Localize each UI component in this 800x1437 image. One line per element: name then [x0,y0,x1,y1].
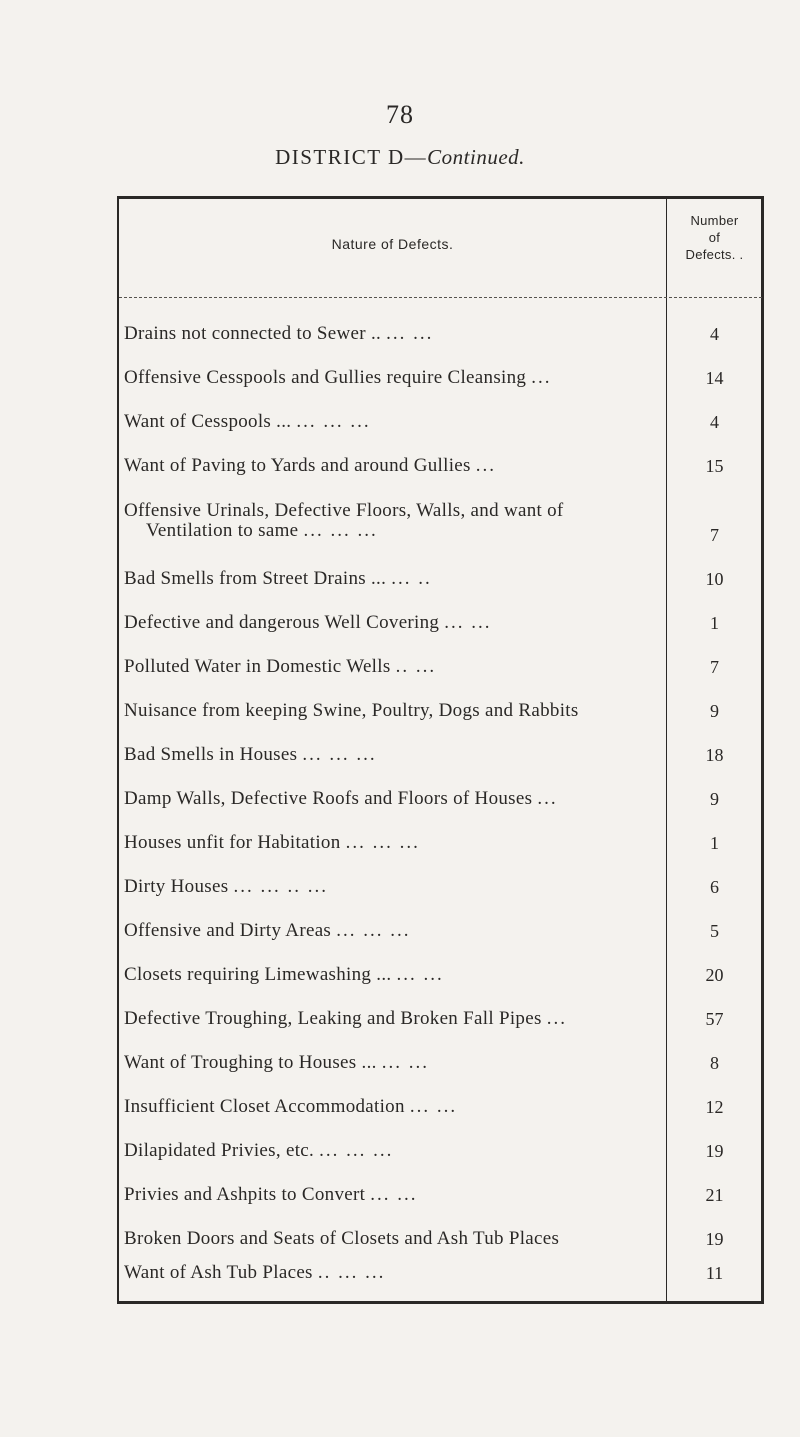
leader-dots: ... [537,788,558,809]
district-title-main: DISTRICT D— [275,145,428,169]
leader-dots: ... ... .. ... [233,876,328,897]
table-row [124,367,762,397]
table-row [124,500,762,556]
row-value: 21 [705,1185,724,1205]
header-rule [119,297,762,298]
page-number: 78 [386,100,414,129]
row-label: Want of Cesspools ... ... ... ... [124,411,371,432]
row-value: 8 [710,1053,719,1073]
leader-dots: ... ... ... [302,744,377,765]
table-row [124,656,762,686]
row-label: Defective Troughing, Leaking and Broken Fall Pipes ... [124,1008,567,1029]
row-value: 4 [710,324,719,344]
row-label: Dirty Houses ... ... .. ... [124,876,328,897]
row-label: Offensive Urinals, Defective Floors, Walls, and want of [124,500,564,521]
leader-dots: ... ... [396,964,444,985]
table-row [124,411,762,441]
table-row [124,1008,762,1038]
row-label: Defective and dangerous Well Covering ... ... [124,612,492,633]
district-title-continued: Continued. [427,145,525,169]
row-value: 11 [705,1263,724,1283]
header-number-line-2: of [708,230,721,245]
district-title [0,145,800,170]
row-value: 5 [710,921,719,941]
leader-dots: ... ... ... [345,832,420,853]
table-row [124,876,762,906]
row-value: 57 [705,1009,724,1029]
row-value: 4 [710,412,719,432]
row-value: 10 [705,569,724,589]
row-label: Offensive and Dirty Areas ... ... ... [124,920,411,941]
row-label: Insufficient Closet Accommodation ... ... [124,1096,458,1117]
table-row [124,612,762,642]
row-value: 9 [710,701,719,721]
table-row [124,788,762,818]
table-row [124,1140,762,1170]
table-row [124,964,762,994]
table-row [124,1228,762,1258]
table-row [124,568,762,598]
table-row [124,700,762,730]
row-value: 1 [710,833,719,853]
header-nature-of-defects: Nature of Defects. [331,236,454,252]
leader-dots: ... [531,367,552,388]
row-label: Bad Smells from Street Drains ... ... .. [124,568,432,589]
leader-dots: .. ... [395,656,437,677]
row-label: Houses unfit for Habitation ... ... ... [124,832,420,853]
table-row [124,1184,762,1214]
table-row [124,744,762,774]
row-label: Damp Walls, Defective Roofs and Floors of Houses ... [124,788,558,809]
row-label: Privies and Ashpits to Convert ... ... [124,1184,418,1205]
row-label: Dilapidated Privies, etc. ... ... ... [124,1140,394,1161]
table-row [124,455,762,485]
row-label: Want of Ash Tub Places .. ... ... [124,1262,386,1283]
row-value: 12 [705,1097,724,1117]
leader-dots: ... ... [381,1052,429,1073]
row-label-continued: Ventilation to same ... ... ... [146,520,378,541]
header-number-of-defects [667,212,762,263]
row-label: Want of Paving to Yards and around Gullies ... [124,455,497,476]
table-row [124,1262,762,1292]
leader-dots: .. ... ... [317,1262,386,1283]
leader-dots: ... .. [391,568,432,589]
row-label: Nuisance from keeping Swine, Poultry, Dogs and Rabbits [124,700,579,721]
leader-dots: ... ... ... [296,411,371,432]
leader-dots: ... ... ... [336,920,411,941]
table-row [124,1052,762,1082]
row-label: Offensive Cesspools and Gullies require Cleansing ... [124,367,552,388]
row-value: 7 [710,657,719,677]
row-value: 14 [705,368,724,388]
table-row [124,1096,762,1126]
row-value: 15 [705,456,724,476]
table-row [124,832,762,862]
leader-dots: ... [546,1008,567,1029]
leader-dots: ... [475,455,497,476]
table-row [124,323,762,353]
row-value: 7 [710,525,719,545]
row-value: 9 [710,789,719,809]
leader-dots: ... ... [444,612,492,633]
row-value: 6 [710,877,719,897]
row-value: 20 [705,965,724,985]
row-label: Want of Troughing to Houses ... ... ... [124,1052,429,1073]
leader-dots: ... ... [409,1096,458,1117]
table-row [124,920,762,950]
row-label: Polluted Water in Domestic Wells .. ... [124,656,437,677]
row-label: Drains not connected to Sewer .. ... ... [124,323,434,344]
leader-dots: ... ... [386,323,434,344]
row-label: Bad Smells in Houses ... ... ... [124,744,377,765]
row-label: Broken Doors and Seats of Closets and Ash Tub Places [124,1228,560,1249]
leader-dots: ... ... ... [303,520,378,541]
row-value: 18 [705,745,724,765]
header-number-line-3: Defects. . [685,247,744,262]
leader-dots: ... ... ... [319,1140,394,1161]
row-label: Closets requiring Limewashing ... ... ... [124,964,444,985]
row-value: 19 [705,1229,724,1249]
header-number-line-1: Number [690,213,739,228]
row-value: 1 [710,613,719,633]
leader-dots: ... ... [370,1184,418,1205]
row-value: 19 [705,1141,724,1161]
